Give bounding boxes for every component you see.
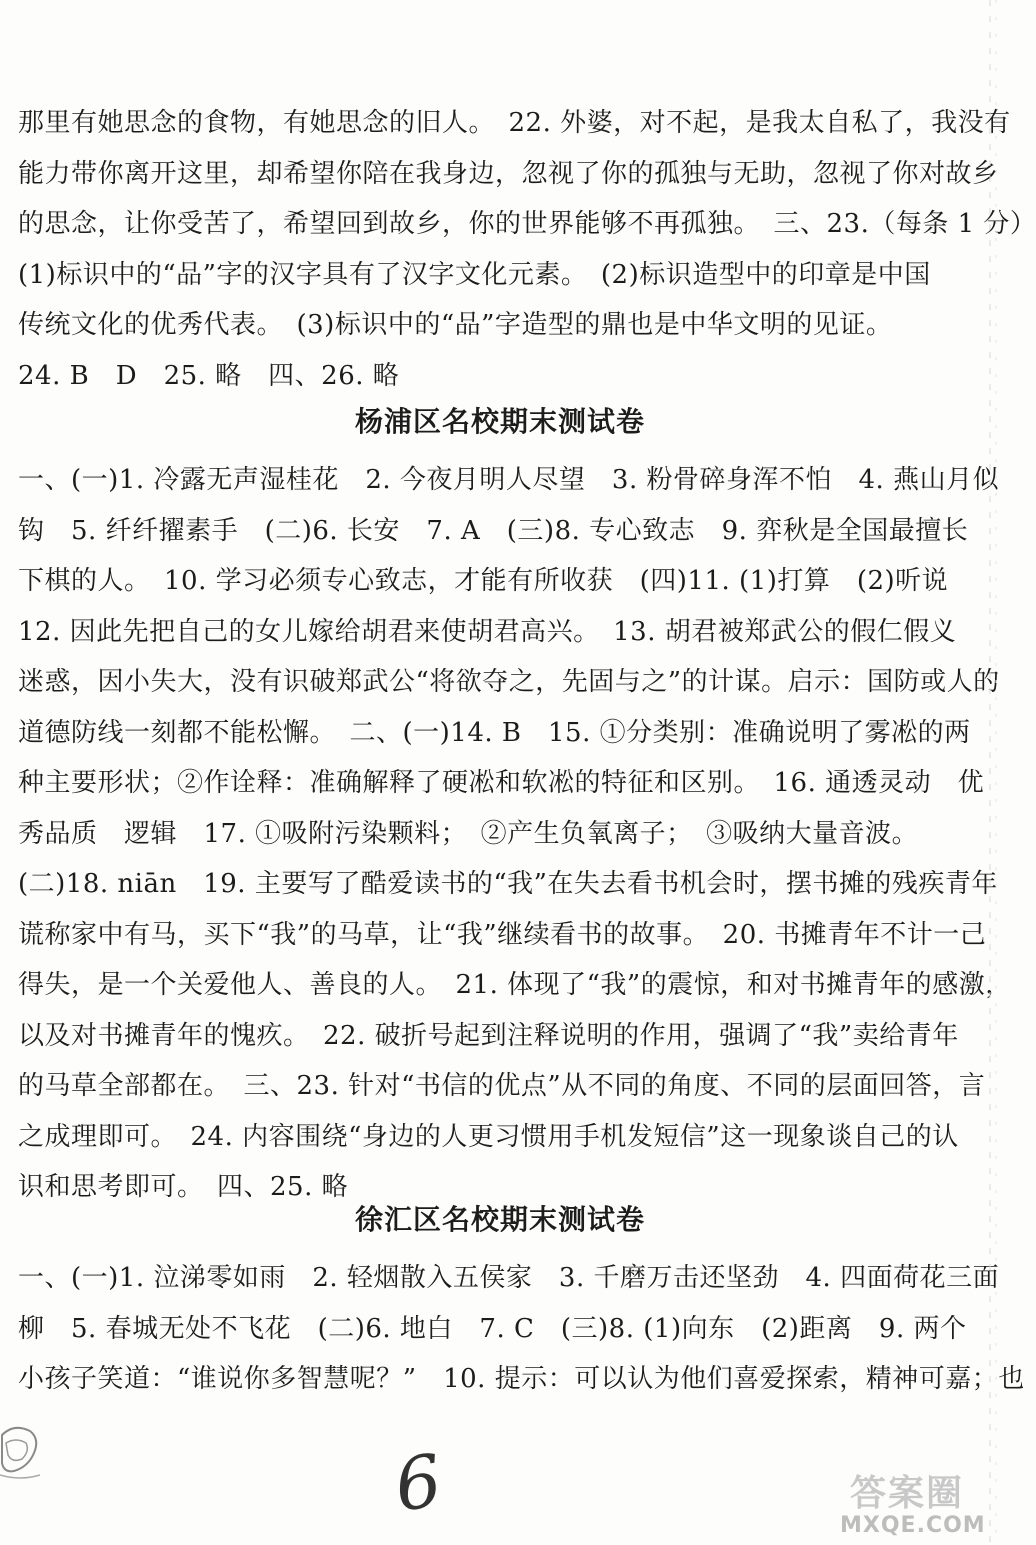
yangpu-answer-line: 钩 5. 纤纤擢素手 (二)6. 长安 7. A (三)8. 专心致志 9. 弈秋是全国最擅长 <box>18 515 969 546</box>
xuhui-answer-line: 柳 5. 春城无处不飞花 (二)6. 地白 7. C (三)8. (1)向东 (2)距离 9. 两个 <box>18 1313 967 1344</box>
yangpu-answer-line: 种主要形状；②作诠释：准确解释了硬凇和软凇的特征和区别。 16. 通透灵动 优 <box>18 768 985 798</box>
yangpu-answer-line: (二)18. niān 19. 主要写了酷爱读书的“我”在失去看书机会时，摆书摊的残疾青年 <box>18 869 998 899</box>
yangpu-answer-line: 迷惑，因小失大，没有识破郑武公“将欲夺之，先固与之”的计谋。启示：国防或人的 <box>18 667 1000 697</box>
continued-answer-line: 那里有她思念的食物，有她思念的旧人。 22. 外婆，对不起，是我太自私了，我没有 <box>18 108 1011 138</box>
yangpu-answer-line: 以及对书摊青年的愧疚。 22. 破折号起到注释说明的作用，强调了“我”卖给青年 <box>18 1020 959 1051</box>
yangpu-answer-line: 得失，是一个关爱他人、善良的人。 21. 体现了“我”的震惊，和对书摊青年的感激， <box>18 970 1012 1000</box>
binding-edge <box>960 0 1000 1545</box>
section-title-xuhui: 徐汇区名校期末测试卷 <box>354 1203 645 1236</box>
xuhui-answer-line: 小孩子笑道：“谁说你多智慧呢？” 10. 提示：可以认为他们喜爱探索，精神可嘉；也 <box>18 1364 1025 1394</box>
answer-block-yangpu <box>18 455 1012 1213</box>
answer-block-xuhui <box>18 1253 1025 1405</box>
yangpu-answer-line: 谎称家中有马，买下“我”的马草，让“我”继续看书的故事。 20. 书摊青年不计一己 <box>18 919 987 950</box>
yangpu-answer-line: 一、(一)1. 冷露无声湿桂花 2. 今夜月明人尽望 3. 粉骨碎身浑不怕 4. 燕山月似 <box>18 465 1000 495</box>
page-number: 6 <box>389 1438 447 1528</box>
xuhui-answer-line: 一、(一)1. 泣涕零如雨 2. 轻烟散入五侯家 3. 千磨万击还坚劲 4. 四面荷花三面 <box>18 1263 1000 1293</box>
yangpu-answer-line: 12. 因此先把自己的女儿嫁给胡君来使胡君高兴。 13. 胡君被郑武公的假仁假义 <box>18 616 957 647</box>
watermark-logo: 答案圈 <box>850 1473 965 1514</box>
answer-block-continued <box>18 98 1036 401</box>
continued-answer-line: 24. B D 25. 略 四、26. 略 <box>18 360 400 391</box>
section-title-yangpu: 杨浦区名校期末测试卷 <box>354 405 645 438</box>
continued-answer-line: 能力带你离开这里，却希望你陪在我身边，忽视了你的孤独与无助，忽视了你对故乡 <box>18 158 999 189</box>
yangpu-answer-line: 的马草全部都在。 三、23. 针对“书信的优点”从不同的角度、不同的层面回答，言 <box>18 1071 986 1101</box>
continued-answer-line: 的思念，让你受苦了，希望回到故乡，你的世界能够不再孤独。 三、23.（每条 1 分） <box>18 209 1036 239</box>
yangpu-answer-line: 秀品质 逻辑 17. ①吸附污染颗料； ②产生负氧离子； ③吸纳大量音波。 <box>18 818 919 849</box>
continued-answer-line: (1)标识中的“品”字的汉字具有了汉字文化元素。 (2)标识造型中的印章是中国 <box>18 259 931 290</box>
yangpu-answer-line: 之成理即可。 24. 内容围绕“身边的人更习惯用手机发短信”这一现象谈自己的认 <box>18 1121 959 1152</box>
watermark-site: MXQE.COM <box>840 1513 986 1538</box>
yangpu-answer-line: 下棋的人。 10. 学习必须专心致志，才能有所收获 (四)11. (1)打算 (2)听说 <box>18 566 949 596</box>
corner-ornament-icon <box>0 1415 45 1485</box>
yangpu-answer-line: 道德防线一刻都不能松懈。 二、(一)14. B 15. ①分类别：准确说明了雾凇的两 <box>18 717 971 748</box>
yangpu-answer-line: 识和思考即可。 四、25. 略 <box>18 1172 349 1202</box>
continued-answer-line: 传统文化的优秀代表。 (3)标识中的“品”字造型的鼎也是中华文明的见证。 <box>18 310 893 340</box>
